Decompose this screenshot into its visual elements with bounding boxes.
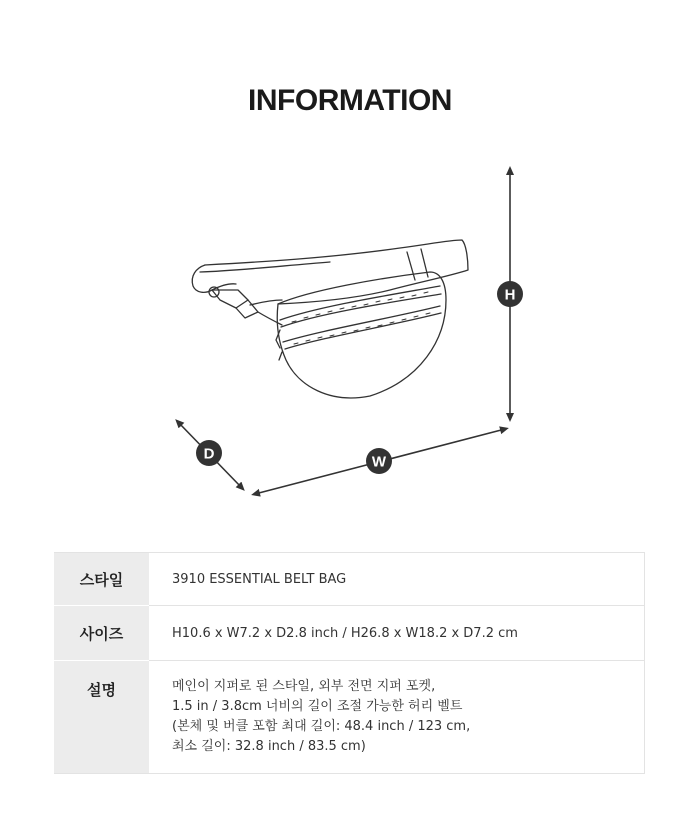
description-value xyxy=(149,661,645,774)
description-line: 최소 길이: 32.8 inch / 83.5 cm) xyxy=(172,739,366,754)
description-label: 설명 xyxy=(54,661,149,774)
description-line: 1.5 in / 3.8cm 너비의 길이 조절 가능한 허리 벨트 xyxy=(172,699,463,714)
table-row xyxy=(54,553,645,606)
description-line: (본체 및 버클 포함 최대 길이: 48.4 inch / 123 cm, xyxy=(172,719,471,734)
table-row xyxy=(54,661,645,774)
table-row xyxy=(54,606,645,661)
style-label: 스타일 xyxy=(54,553,149,606)
depth-label: D xyxy=(203,445,215,463)
height-label: H xyxy=(504,286,516,304)
size-value: H10.6 x W7.2 x D2.8 inch / H26.8 x W18.2 x D7.2 cm xyxy=(149,606,645,661)
width-label: W xyxy=(371,453,387,471)
size-label: 사이즈 xyxy=(54,606,149,661)
bag-dimension-diagram xyxy=(0,150,700,510)
belt-bag-illustration xyxy=(192,240,468,398)
product-info-table xyxy=(54,552,645,774)
description-line: 메인이 지퍼로 된 스타일, 외부 전면 지퍼 포켓, xyxy=(172,679,436,694)
page-title: INFORMATION xyxy=(248,84,452,117)
style-value: 3910 ESSENTIAL BELT BAG xyxy=(149,553,645,606)
